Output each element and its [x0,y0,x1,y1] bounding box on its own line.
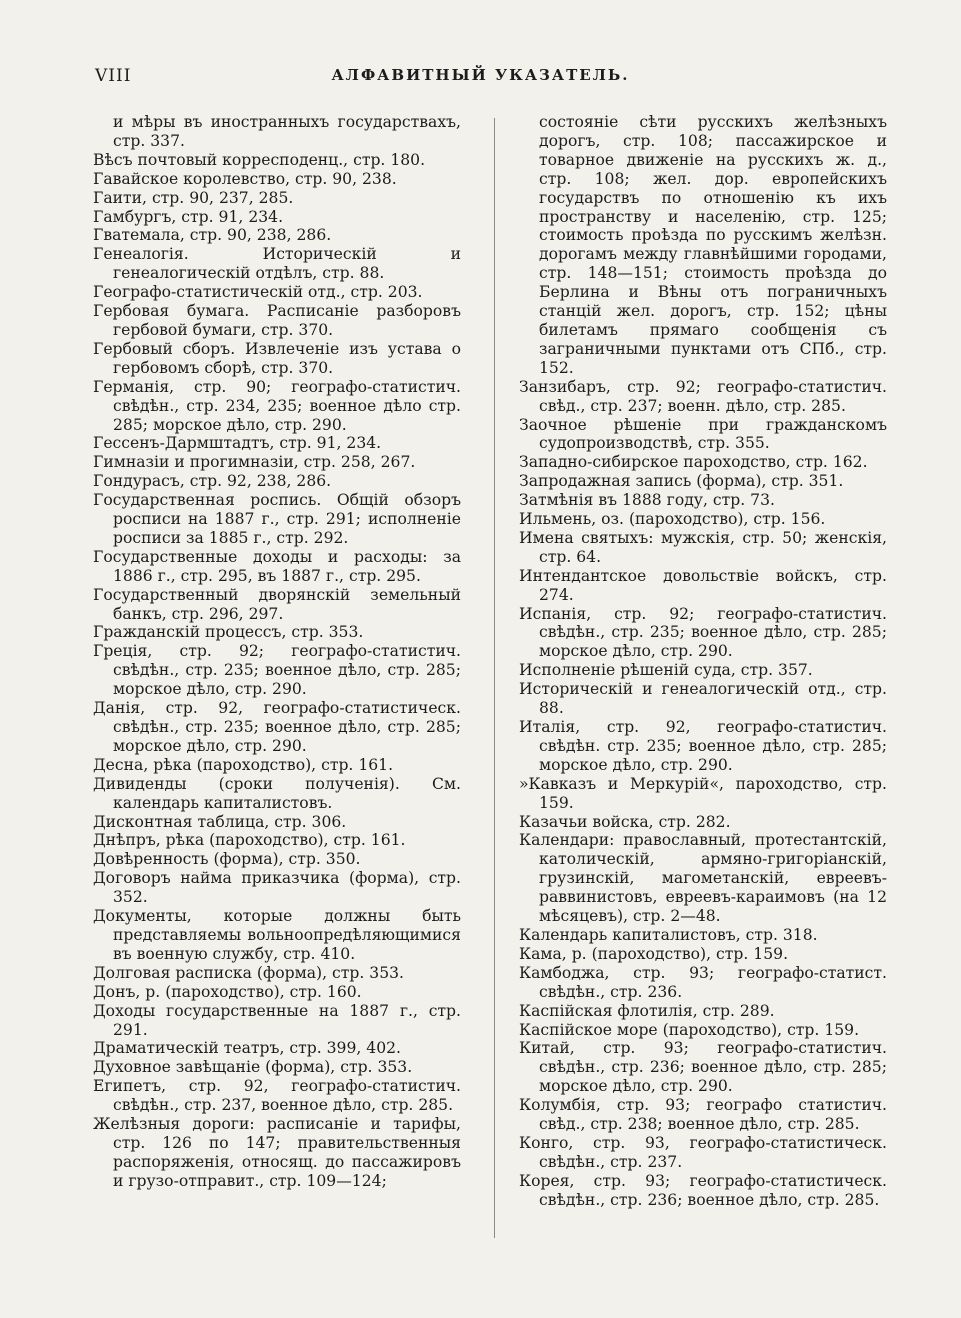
index-entry: Занзибаръ, стр. 92; географо-статистич. свѣд., стр. 237; военн. дѣло, стр. 285. [519,377,887,415]
index-entry: Корея, стр. 93; географо-статистическ. свѣдѣн., стр. 236; военное дѣло, стр. 285. [519,1171,887,1209]
index-entry: Долговая расписка (форма), стр. 353. [93,963,404,982]
index-entry: Донъ, р. (пароходство), стр. 160. [93,982,362,1001]
index-entry: Конго, стр. 93, географо-статистическ. свѣдѣн., стр. 237. [519,1133,887,1171]
index-entry: Заочное рѣшеніе при гражданскомъ судопроизводствѣ, стр. 355. [519,415,887,453]
index-entry: Календарь капиталистовъ, стр. 318. [519,925,818,944]
index-entry: Довѣренность (форма), стр. 350. [93,850,361,869]
index-entry: Государственный дворянскій земельный банкъ, стр. 296, 297. [93,585,461,623]
index-entry: Египетъ, стр. 92, географо-статистич. свѣдѣн., стр. 237, военное дѣло, стр. 285. [93,1077,461,1115]
index-entry: Вѣсъ почтовый корресподенц., стр. 180. [93,150,426,169]
index-entry: Драматическій театръ, стр. 399, 402. [93,1039,402,1058]
column-divider [494,118,495,1238]
index-entry: Гондурасъ, стр. 92, 238, 286. [93,472,332,491]
index-entry: Ильмень, оз. (пароходство), стр. 156. [519,510,826,529]
index-entry: Дисконтная таблица, стр. 306. [93,812,347,831]
index-entry: Интендантское довольствіе войскъ, стр. 274. [519,566,887,604]
index-entry: Духовное завѣщаніе (форма), стр. 353. [93,1058,413,1077]
index-entry: Доходы государственные на 1887 г., стр. 291. [93,1001,461,1039]
index-entry: состояніе сѣти русскихъ желѣзныхъ дорогъ, стр. 108; пассажирское и товарное движеніе на русскихъ ж. д., стр. 108; жел. дор. европейскихъ государствъ по отношенію къ ихъ пространству и населенію, стр. 125; стоимость проѣзда по русскимъ желѣзн. дорогамъ между главнѣйшими городами, стр. 148—151; стоимость проѣзда до Берлина и Вѣны отъ пограничныхъ станцій жел. дорогъ, стр. 152; цѣны билетамъ прямаго сообщенія съ заграничными пунктами отъ СПб., стр. 152. [539,113,887,377]
index-entry: Исполненіе рѣшеній суда, стр. 357. [519,661,813,680]
index-entry: Китай, стр. 93; географо-статистич. свѣдѣн., стр. 236; военное дѣло, стр. 285; морское дѣло, стр. 290. [519,1039,887,1096]
index-entry: Гавайское королевство, стр. 90, 238. [93,169,397,188]
index-entry: Географо-статистическій отд., стр. 203. [93,283,423,302]
index-entry: Испанія, стр. 92; географо-статистич. свѣдѣн., стр. 235; военное дѣло, стр. 285; морское дѣло, стр. 290. [519,604,887,661]
index-column-right [519,113,887,1210]
index-entry: Календари: православный, протестантскій, католическій, армяно-григоріанскій, грузинскій, магометанскій, евреевъ-раввинистовъ, евреевъ-караимовъ (на 12 мѣсяцевъ), стр. 2—48. [519,831,887,926]
index-entry: Италія, стр. 92, географо-статистич. свѣдѣн. стр. 235; военное дѣло, стр. 285; морское дѣло, стр. 290. [519,718,887,774]
index-entry: Государственная роспись. Общій обзоръ росписи на 1887 г., стр. 291; исполненіе росписи за 1885 г., стр. 292. [93,491,461,547]
page-number: VIII [95,66,132,86]
index-entry: Кама, р. (пароходство), стр. 159. [519,944,789,963]
index-entry: Желѣзныя дороги: расписаніе и тарифы, стр. 126 по 147; правительственныя распоряженія, относящ. до пассажировъ и грузо-отправит., стр. 109—124; [93,1115,461,1190]
index-entry: Гербовая бумага. Расписаніе разборовъ гербовой бумаги, стр. 370. [93,302,461,339]
index-entry: Гамбургъ, стр. 91, 234. [93,207,284,226]
index-entry: Государственные доходы и расходы: за 1886 г., стр. 295, въ 1887 г., стр. 295. [93,547,461,585]
index-entry: Казачьи войска, стр. 282. [519,812,731,831]
index-entry: Германія, стр. 90; географо-статистич. свѣдѣн., стр. 234, 235; военное дѣло стр. 285; морское дѣло, стр. 290. [93,377,461,434]
index-entry: Дивиденды (сроки полученія). См. календарь капиталистовъ. [93,774,461,812]
index-entry: Историческій и генеалогическій отд., стр. 88. [519,680,887,718]
running-title: АЛФАВИТНЫЙ УКАЗАТЕЛЬ. [331,66,630,84]
index-entry: Гватемала, стр. 90, 238, 286. [93,226,332,245]
index-entry: Данія, стр. 92, географо-статистическ. свѣдѣн., стр. 235; военное дѣло, стр. 285; морское дѣло, стр. 290. [93,699,461,755]
index-entry: Греція, стр. 92; географо-статистич. свѣдѣн., стр. 235; военное дѣло, стр. 285; морское дѣло, стр. 290. [93,642,461,699]
index-entry: Генеалогія. Историческій и генеалогическій отдѣлъ, стр. 88. [93,245,461,283]
index-entry: Гимназіи и прогимназіи, стр. 258, 267. [93,453,416,472]
index-entry: Договоръ найма приказчика (форма), стр. 352. [93,869,461,907]
index-entry: Гербовый сборъ. Извлеченіе изъ устава о гербовомъ сборѣ, стр. 370. [93,339,461,377]
index-entry: Колумбія, стр. 93; географо статистич. свѣд., стр. 238; военное дѣло, стр. 285. [519,1096,887,1134]
index-entry: Западно-сибирское пароходство, стр. 162. [519,453,868,472]
index-entry: Имена святыхъ: мужскія, стр. 50; женскія, стр. 64. [519,528,887,566]
index-entry: и мѣры въ иностранныхъ государствахъ, стр. 337. [113,113,461,150]
index-entry: Днѣпръ, рѣка (пароходство), стр. 161. [93,831,406,850]
index-column-left [93,113,461,1191]
index-entry: Каспійская флотилія, стр. 289. [519,1001,775,1020]
index-entry: Камбоджа, стр. 93; географо-статист. свѣдѣн., стр. 236. [519,963,887,1001]
index-entry: Каспійское море (пароходство), стр. 159. [519,1020,860,1039]
index-entry: Запродажная запись (форма), стр. 351. [519,472,844,491]
index-entry: Гражданскій процессъ, стр. 353. [93,623,364,642]
index-entry: Затмѣнія въ 1888 году, стр. 73. [519,491,775,510]
index-entry: »Кавказъ и Меркурій«, пароходство, стр. 159. [519,774,887,812]
index-entry: Десна, рѣка (пароходство), стр. 161. [93,755,394,774]
index-entry: Гаити, стр. 90, 237, 285. [93,188,294,207]
index-entry: Документы, которые должны быть представляемы вольноопредѣляющимися въ военную службу, стр. 410. [93,907,461,963]
index-entry: Гессенъ-Дармштадтъ, стр. 91, 234. [93,434,382,453]
